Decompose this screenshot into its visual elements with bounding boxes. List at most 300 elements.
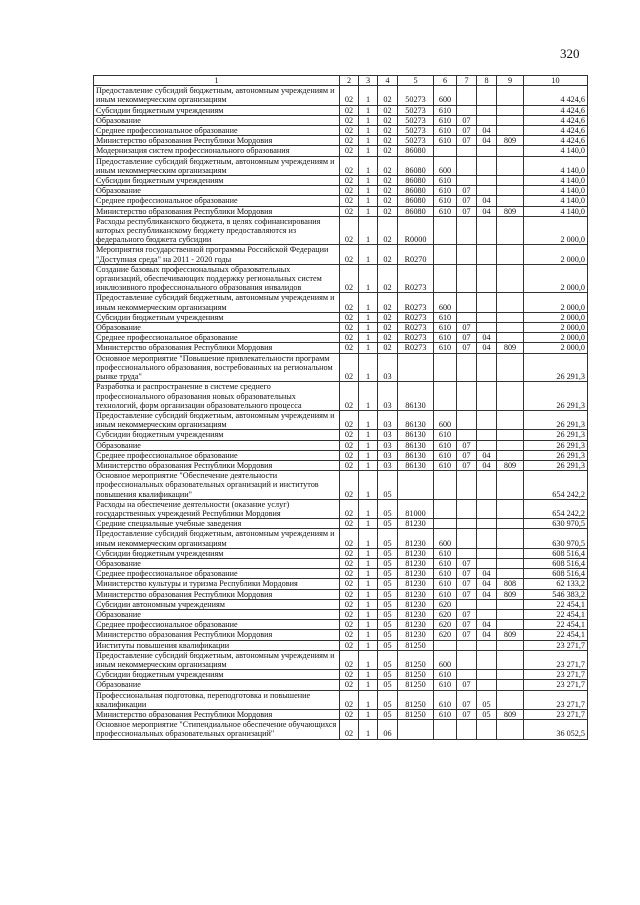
row-code-cell: 02 [378, 245, 398, 264]
row-code-cell [497, 548, 524, 558]
row-code-cell [497, 410, 524, 429]
table-row [94, 690, 588, 709]
row-code-cell: 02 [340, 333, 359, 343]
row-code-cell [457, 264, 477, 293]
row-code-cell: 809 [497, 206, 524, 216]
row-code-cell [457, 353, 477, 382]
header-cell: 8 [477, 76, 497, 86]
row-amount-cell: 2 000,0 [524, 312, 588, 322]
row-code-cell: 81250 [398, 650, 434, 669]
row-code-cell: 04 [477, 630, 497, 640]
row-code-cell: 07 [457, 136, 477, 146]
row-code-cell: 05 [378, 609, 398, 619]
page-number: 320 [560, 46, 580, 61]
row-code-cell: 07 [457, 630, 477, 640]
row-code-cell: 86080 [398, 156, 434, 175]
row-code-cell: 610 [434, 430, 457, 440]
row-code-cell: 02 [340, 670, 359, 680]
row-code-cell [497, 569, 524, 579]
row-name-cell: Среднее профессиональное образование [94, 620, 340, 630]
row-name-cell: Мероприятия государственной программы Российской Федерации "Доступная среда" на 2011 - 2020 годы [94, 245, 340, 264]
row-code-cell [497, 558, 524, 568]
row-code-cell: 04 [477, 196, 497, 206]
row-code-cell: 02 [340, 450, 359, 460]
row-code-cell: 02 [340, 609, 359, 619]
row-amount-cell: 4 424,6 [524, 136, 588, 146]
row-code-cell: 610 [434, 176, 457, 186]
row-amount-cell: 62 133,2 [524, 579, 588, 589]
row-name-cell: Институты повышения квалификации [94, 640, 340, 650]
row-amount-cell: 4 140,0 [524, 156, 588, 175]
row-code-cell [457, 471, 477, 500]
row-code-cell [477, 323, 497, 333]
row-code-cell [497, 382, 524, 411]
row-code-cell: 1 [359, 620, 378, 630]
row-code-cell [457, 499, 477, 518]
row-code-cell [477, 186, 497, 196]
row-amount-cell: 654 242,2 [524, 499, 588, 518]
row-code-cell: 04 [477, 343, 497, 353]
table-row [94, 529, 588, 548]
row-amount-cell: 22 454,1 [524, 630, 588, 640]
row-code-cell: 610 [434, 136, 457, 146]
row-amount-cell: 23 271,7 [524, 650, 588, 669]
table-row [94, 245, 588, 264]
row-code-cell: 07 [457, 609, 477, 619]
header-cell: 3 [359, 76, 378, 86]
row-code-cell: 02 [378, 136, 398, 146]
row-code-cell [477, 293, 497, 312]
row-code-cell: 02 [378, 156, 398, 175]
row-code-cell [497, 146, 524, 156]
row-code-cell: 05 [378, 548, 398, 558]
row-code-cell: 610 [434, 569, 457, 579]
row-code-cell: 1 [359, 343, 378, 353]
row-code-cell: 05 [378, 499, 398, 518]
row-code-cell: 02 [340, 323, 359, 333]
row-code-cell: 02 [340, 245, 359, 264]
row-amount-cell: 26 291,3 [524, 450, 588, 460]
row-name-cell: Среднее профессиональное образование [94, 196, 340, 206]
row-code-cell [477, 650, 497, 669]
row-code-cell: 81230 [398, 548, 434, 558]
row-code-cell [434, 720, 457, 739]
row-code-cell [434, 499, 457, 518]
row-code-cell: 81230 [398, 558, 434, 568]
row-code-cell: 1 [359, 460, 378, 470]
row-code-cell: 86130 [398, 410, 434, 429]
row-code-cell: 86080 [398, 196, 434, 206]
row-code-cell: 02 [340, 216, 359, 245]
row-code-cell: 610 [434, 323, 457, 333]
row-name-cell: Образование [94, 115, 340, 125]
row-code-cell: 1 [359, 670, 378, 680]
row-code-cell: 1 [359, 430, 378, 440]
row-name-cell: Субсидии автономным учреждениям [94, 599, 340, 609]
row-code-cell: 81230 [398, 630, 434, 640]
table-row [94, 558, 588, 568]
table-row [94, 710, 588, 720]
row-code-cell: 1 [359, 589, 378, 599]
table-row [94, 569, 588, 579]
row-amount-cell: 4 140,0 [524, 196, 588, 206]
row-code-cell: 86130 [398, 440, 434, 450]
row-code-cell [477, 558, 497, 568]
row-name-cell: Министерство образования Республики Мордовия [94, 710, 340, 720]
row-amount-cell: 630 970,5 [524, 529, 588, 548]
row-code-cell [477, 176, 497, 186]
row-amount-cell: 4 140,0 [524, 186, 588, 196]
table-row [94, 126, 588, 136]
row-code-cell [457, 146, 477, 156]
row-name-cell: Образование [94, 440, 340, 450]
row-code-cell: 07 [457, 579, 477, 589]
row-name-cell: Субсидии бюджетным учреждениям [94, 176, 340, 186]
table-row [94, 196, 588, 206]
row-code-cell: 610 [434, 196, 457, 206]
row-code-cell: 610 [434, 333, 457, 343]
row-name-cell: Среднее профессиональное образование [94, 569, 340, 579]
row-code-cell [457, 382, 477, 411]
row-code-cell: 86130 [398, 382, 434, 411]
row-name-cell: Министерство образования Республики Мордовия [94, 589, 340, 599]
row-amount-cell: 4 140,0 [524, 206, 588, 216]
row-code-cell: 07 [457, 343, 477, 353]
row-code-cell: 50273 [398, 126, 434, 136]
row-code-cell: 03 [378, 353, 398, 382]
row-code-cell: 07 [457, 589, 477, 599]
row-code-cell [477, 640, 497, 650]
row-amount-cell: 608 516,4 [524, 569, 588, 579]
row-code-cell: 02 [340, 86, 359, 105]
row-code-cell: 03 [378, 430, 398, 440]
row-code-cell: 05 [378, 640, 398, 650]
row-code-cell [457, 216, 477, 245]
row-amount-cell: 23 271,7 [524, 640, 588, 650]
row-code-cell: 07 [457, 323, 477, 333]
row-code-cell: 610 [434, 115, 457, 125]
row-name-cell: Образование [94, 558, 340, 568]
row-code-cell [457, 293, 477, 312]
table-row [94, 650, 588, 669]
row-code-cell [497, 293, 524, 312]
table-row [94, 519, 588, 529]
row-code-cell [497, 126, 524, 136]
row-code-cell: 809 [497, 589, 524, 599]
row-code-cell: 620 [434, 609, 457, 619]
row-code-cell: 02 [340, 343, 359, 353]
row-code-cell [457, 86, 477, 105]
row-code-cell [497, 609, 524, 619]
row-code-cell: 02 [340, 529, 359, 548]
row-code-cell [497, 333, 524, 343]
row-code-cell: 610 [434, 690, 457, 709]
row-code-cell [457, 548, 477, 558]
row-code-cell: 07 [457, 690, 477, 709]
row-code-cell: 620 [434, 630, 457, 640]
row-code-cell: 81230 [398, 599, 434, 609]
table-row [94, 589, 588, 599]
row-code-cell: 1 [359, 630, 378, 640]
row-amount-cell: 22 454,1 [524, 599, 588, 609]
row-code-cell [497, 216, 524, 245]
row-code-cell [477, 529, 497, 548]
table-row [94, 579, 588, 589]
row-code-cell: 1 [359, 245, 378, 264]
row-code-cell: 07 [457, 680, 477, 690]
row-amount-cell: 546 383,2 [524, 589, 588, 599]
header-cell: 1 [94, 76, 340, 86]
row-code-cell: 05 [378, 599, 398, 609]
row-code-cell: 610 [434, 548, 457, 558]
row-code-cell: 02 [340, 264, 359, 293]
row-amount-cell: 608 516,4 [524, 548, 588, 558]
table-row [94, 264, 588, 293]
row-code-cell: 1 [359, 529, 378, 548]
row-code-cell [497, 115, 524, 125]
row-code-cell: R0273 [398, 333, 434, 343]
header-cell: 4 [378, 76, 398, 86]
row-code-cell [457, 670, 477, 680]
row-code-cell: 04 [477, 569, 497, 579]
row-code-cell: 610 [434, 670, 457, 680]
row-code-cell [497, 196, 524, 206]
row-code-cell: 1 [359, 136, 378, 146]
row-code-cell: 02 [378, 126, 398, 136]
row-code-cell: 1 [359, 640, 378, 650]
row-code-cell: 07 [457, 206, 477, 216]
row-code-cell: 1 [359, 519, 378, 529]
row-code-cell: 02 [378, 115, 398, 125]
row-code-cell [434, 519, 457, 529]
row-code-cell [497, 650, 524, 669]
row-name-cell: Основное мероприятие "Обеспечение деятельности профессиональных образовательных организаций и институтов повышения квалификации" [94, 471, 340, 500]
row-code-cell: 81250 [398, 670, 434, 680]
row-code-cell [497, 353, 524, 382]
row-code-cell: 610 [434, 206, 457, 216]
row-code-cell [477, 599, 497, 609]
row-code-cell: 07 [457, 196, 477, 206]
row-name-cell: Предоставление субсидий бюджетным, автономным учреждениям и иным некоммерческим организациям [94, 86, 340, 105]
row-amount-cell: 4 424,6 [524, 126, 588, 136]
row-code-cell: 86130 [398, 460, 434, 470]
row-name-cell: Основное мероприятие "Повышение привлекательности программ профессионального образования, востребованных на региональном рынке труда" [94, 353, 340, 382]
row-code-cell [497, 323, 524, 333]
row-name-cell: Расходы республиканского бюджета, в целях софинансирования которых республиканскому бюджету предоставляются из федерального бюджета субсидии [94, 216, 340, 245]
row-code-cell: 02 [378, 293, 398, 312]
row-name-cell: Министерство образования Республики Мордовия [94, 136, 340, 146]
table-row [94, 599, 588, 609]
row-code-cell [477, 156, 497, 175]
row-name-cell: Основное мероприятие "Стипендиальное обеспечение обучающихся профессиональных образовательных организаций" [94, 720, 340, 739]
row-code-cell: 02 [340, 558, 359, 568]
table-row [94, 86, 588, 105]
table-body [94, 86, 588, 739]
row-code-cell: 600 [434, 156, 457, 175]
table-row [94, 440, 588, 450]
row-code-cell: 05 [378, 471, 398, 500]
row-code-cell: 50273 [398, 136, 434, 146]
row-name-cell: Создание базовых профессиональных образовательных организаций, обеспечивающих поддержку региональных систем инклюзивного профессионального образования инвалидов [94, 264, 340, 293]
row-code-cell: 86080 [398, 146, 434, 156]
row-amount-cell: 2 000,0 [524, 333, 588, 343]
row-name-cell: Министерство образования Республики Мордовия [94, 343, 340, 353]
row-code-cell: 600 [434, 86, 457, 105]
row-code-cell: 04 [477, 126, 497, 136]
row-code-cell: 02 [340, 146, 359, 156]
row-code-cell: 02 [340, 196, 359, 206]
row-code-cell: 02 [340, 293, 359, 312]
row-code-cell: 05 [378, 690, 398, 709]
row-code-cell: 81230 [398, 620, 434, 630]
row-name-cell: Разработка и распространение в системе среднего профессионального образования новых образовательных технологий, форм организации образовательного процесса [94, 382, 340, 411]
row-code-cell [398, 471, 434, 500]
row-name-cell: Средние специальные учебные заведения [94, 519, 340, 529]
row-code-cell [497, 670, 524, 680]
row-code-cell [457, 156, 477, 175]
row-amount-cell: 2 000,0 [524, 323, 588, 333]
row-code-cell: 07 [457, 186, 477, 196]
row-code-cell: 81250 [398, 710, 434, 720]
row-code-cell: 04 [477, 206, 497, 216]
row-code-cell: 02 [340, 589, 359, 599]
row-name-cell: Образование [94, 680, 340, 690]
row-code-cell: 07 [457, 620, 477, 630]
row-code-cell: 02 [378, 312, 398, 322]
header-cell: 7 [457, 76, 477, 86]
table-row [94, 640, 588, 650]
row-code-cell: 07 [457, 569, 477, 579]
row-code-cell [497, 86, 524, 105]
row-code-cell: 05 [378, 519, 398, 529]
table-row [94, 471, 588, 500]
row-code-cell: 1 [359, 216, 378, 245]
row-name-cell: Расходы на обеспечение деятельности (оказание услуг) государственных учреждений Республики Мордовия [94, 499, 340, 518]
table-row [94, 186, 588, 196]
row-name-cell: Среднее профессиональное образование [94, 450, 340, 460]
row-code-cell: 1 [359, 333, 378, 343]
row-code-cell [497, 450, 524, 460]
row-code-cell [497, 430, 524, 440]
row-code-cell: 04 [477, 620, 497, 630]
row-code-cell: 1 [359, 599, 378, 609]
row-code-cell [477, 312, 497, 322]
header-cell: 5 [398, 76, 434, 86]
row-code-cell: 02 [340, 353, 359, 382]
row-code-cell: 02 [378, 323, 398, 333]
row-code-cell [477, 216, 497, 245]
row-code-cell: 808 [497, 579, 524, 589]
row-code-cell: 05 [378, 650, 398, 669]
row-code-cell: 1 [359, 609, 378, 619]
row-code-cell: 1 [359, 156, 378, 175]
row-code-cell [497, 599, 524, 609]
row-code-cell [477, 86, 497, 105]
row-name-cell: Предоставление субсидий бюджетным, автономным учреждениям и иным некоммерческим организациям [94, 293, 340, 312]
header-cell: 9 [497, 76, 524, 86]
row-code-cell: 07 [457, 333, 477, 343]
row-name-cell: Среднее профессиональное образование [94, 126, 340, 136]
row-code-cell: 05 [378, 569, 398, 579]
table-row [94, 670, 588, 680]
table-row [94, 410, 588, 429]
row-code-cell [457, 312, 477, 322]
row-code-cell: 81250 [398, 690, 434, 709]
row-code-cell [398, 720, 434, 739]
row-code-cell [457, 519, 477, 529]
header-row [94, 76, 588, 86]
row-code-cell [497, 176, 524, 186]
row-code-cell: 81230 [398, 529, 434, 548]
row-code-cell: 81230 [398, 609, 434, 619]
row-code-cell [497, 156, 524, 175]
row-code-cell: 02 [340, 156, 359, 175]
row-code-cell: 1 [359, 293, 378, 312]
row-name-cell: Образование [94, 186, 340, 196]
row-code-cell: 02 [340, 710, 359, 720]
header-cell: 2 [340, 76, 359, 86]
row-code-cell: 1 [359, 146, 378, 156]
row-code-cell: 1 [359, 579, 378, 589]
row-code-cell: 1 [359, 382, 378, 411]
row-code-cell [497, 720, 524, 739]
row-code-cell: 81250 [398, 680, 434, 690]
row-name-cell: Модернизация систем профессионального образования [94, 146, 340, 156]
row-amount-cell: 4 424,6 [524, 105, 588, 115]
row-code-cell: 04 [477, 136, 497, 146]
row-code-cell: 809 [497, 630, 524, 640]
row-amount-cell: 26 291,3 [524, 410, 588, 429]
row-code-cell: 610 [434, 680, 457, 690]
row-name-cell: Предоставление субсидий бюджетным, автономным учреждениям и иным некоммерческим организациям [94, 410, 340, 429]
table-row [94, 156, 588, 175]
row-amount-cell: 22 454,1 [524, 609, 588, 619]
row-code-cell: 02 [340, 599, 359, 609]
row-amount-cell: 23 271,7 [524, 680, 588, 690]
row-code-cell: 600 [434, 529, 457, 548]
table-row [94, 343, 588, 353]
row-code-cell [497, 499, 524, 518]
row-name-cell: Образование [94, 323, 340, 333]
row-code-cell [457, 245, 477, 264]
row-code-cell: 02 [340, 126, 359, 136]
row-code-cell: 03 [378, 382, 398, 411]
row-code-cell: 610 [434, 579, 457, 589]
row-code-cell: 02 [378, 196, 398, 206]
table-row [94, 609, 588, 619]
row-code-cell: R0273 [398, 293, 434, 312]
table-row [94, 620, 588, 630]
row-code-cell [477, 430, 497, 440]
row-amount-cell: 2 000,0 [524, 293, 588, 312]
row-code-cell: 02 [340, 640, 359, 650]
row-code-cell: 05 [378, 710, 398, 720]
row-code-cell: 809 [497, 710, 524, 720]
row-code-cell: 02 [340, 620, 359, 630]
row-code-cell [477, 146, 497, 156]
row-code-cell [398, 353, 434, 382]
row-code-cell: 07 [457, 126, 477, 136]
row-code-cell [457, 640, 477, 650]
row-code-cell: R0273 [398, 312, 434, 322]
row-code-cell: 86080 [398, 206, 434, 216]
row-code-cell: 02 [340, 650, 359, 669]
row-amount-cell: 26 291,3 [524, 440, 588, 450]
row-code-cell: 02 [340, 579, 359, 589]
row-code-cell: 07 [457, 460, 477, 470]
row-code-cell: 50273 [398, 86, 434, 105]
table-row [94, 206, 588, 216]
